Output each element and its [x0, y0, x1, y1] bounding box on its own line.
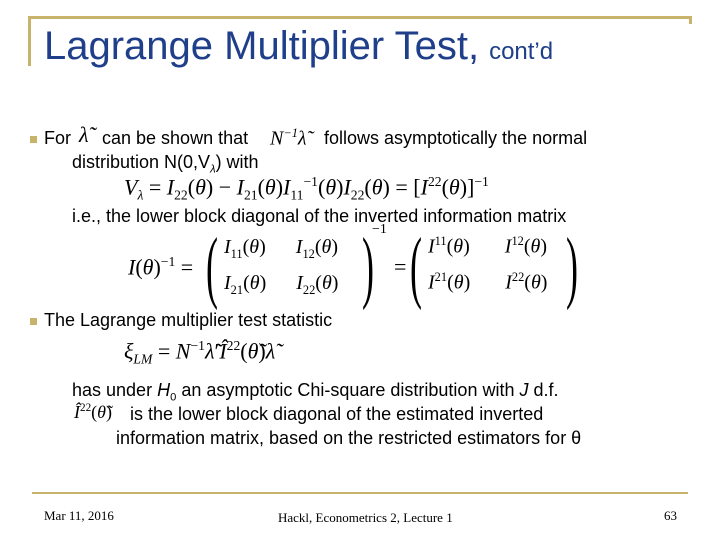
- i-hat-22-formula: $Î^{22}(\thetã)$: [74, 402, 112, 422]
- page-number: 63: [664, 508, 677, 523]
- distribution-sub: λ: [210, 163, 216, 176]
- title-main: Lagrange Multiplier Test,: [44, 24, 480, 68]
- title-frame-right: [689, 16, 692, 24]
- info-matrix-lhs: $I(\theta)^{-1}$ =: [128, 254, 194, 280]
- n-inv-lambda-formula: $N^{-1}\lambdã$: [270, 126, 307, 150]
- matrix1-right-paren: ): [362, 223, 374, 311]
- lambda-tilde-symbol: λ̃: [79, 122, 89, 147]
- bullet-2: [30, 318, 37, 325]
- matrix2-row1: $I^{11}(\theta)$ $I^{12}(\theta)$: [428, 234, 548, 258]
- matrix2-left-paren: (: [410, 223, 422, 311]
- chi-square-text: an asymptotic Chi-square distribution with: [181, 380, 515, 400]
- footer-date: Mar 11, 2016: [44, 508, 114, 523]
- matrix2-row2: $I^{21}(\theta)$ $I^{22}(\theta)$: [428, 270, 548, 294]
- matrix1-row1: $I_{11}(\theta)$ $I_{12}(\theta)$: [224, 236, 339, 261]
- title-frame-left: [28, 16, 31, 66]
- for-text: For: [44, 128, 71, 148]
- matrix-equals: =: [394, 254, 407, 279]
- df-text: d.f.: [533, 380, 559, 400]
- h0-symbol: H: [157, 380, 171, 400]
- bullet-1: [30, 136, 37, 143]
- slide-title: [44, 24, 553, 69]
- matrix1-row2: $I_{21}(\theta)$ $I_{22}(\theta)$: [224, 272, 339, 297]
- title-sub: cont’d: [489, 38, 554, 65]
- j-symbol: J: [519, 380, 529, 400]
- matrix1-left-paren: (: [206, 223, 218, 311]
- title-frame-top: [28, 16, 692, 19]
- h0-subscript: 0: [170, 391, 177, 404]
- lower-block-text: is the lower block diagonal of the estimated inverted: [130, 404, 544, 424]
- ie-text: i.e., the lower block diagonal of the inverted information matrix: [72, 206, 567, 226]
- has-under-label: has under: [72, 380, 153, 400]
- lm-statistic-text: The Lagrange multiplier test statistic: [44, 310, 333, 330]
- info-matrix-restricted-text: information matrix, based on the restricted estimators for θ: [116, 428, 582, 448]
- distribution-main: distribution N(0,V: [72, 152, 211, 172]
- matrix2-right-paren: ): [566, 223, 578, 311]
- v-lambda-formula: $V_\lambda = I_{22}(\theta) - I_{21}(\theta)I_{11}^{-1}(\theta)I_{22}(\theta) = [I^{22}(\theta)]^{-1}$: [124, 174, 489, 203]
- has-under-text: [72, 380, 559, 404]
- lm-statistic-formula: $\xi_{LM}$ = $N^{-1}\lambdã'Î^{22}(\thetã)\lambdã$: [124, 338, 276, 367]
- follows-text: follows asymptotically the normal: [324, 128, 588, 148]
- matrix1-inverse-exponent: −1: [372, 222, 387, 237]
- footer-rule: [32, 492, 688, 494]
- distribution-end: ) with: [215, 152, 259, 172]
- distribution-text: [72, 152, 259, 176]
- can-be-shown-text: can be shown that: [102, 128, 249, 148]
- footer-center: Hackl, Econometrics 2, Lecture 1: [278, 510, 453, 525]
